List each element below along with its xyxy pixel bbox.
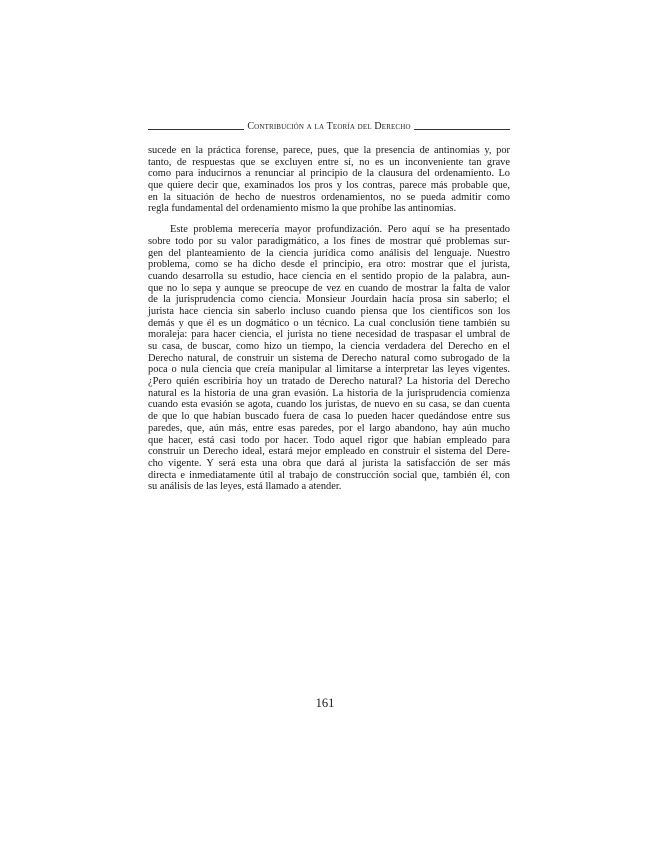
text-line: su análisis de las leyes, está llamado a atender. [148, 481, 342, 493]
text-line: que no lo sepa y aunque se preocupe de vez en cuando de mostrar la falta de valor [148, 282, 510, 294]
text-line: sobre todo por su valor paradigmático, a los fines de mostrar qué problemas sur- [148, 235, 510, 247]
text-line: Este problema merecería mayor profundización. Pero aquí se ha presentado [170, 224, 510, 236]
text-line: cuando esta evasión se agota, cuando los juristas, de nuevo en su casa, se dan cuenta [148, 399, 510, 411]
text-line: poca o nula ciencia que creía manipular al limitarse a interpretar las leyes vigentes. [148, 364, 510, 376]
text-line: moraleja: para hacer ciencia, el jurista no tiene necesidad de traspasar el umbral de [148, 329, 510, 341]
text-line: sucede en la práctica forense, parece, pues, que la presencia de antinomias y, por [148, 145, 510, 156]
text-line: ¿Pero quién escribiría hoy un tratado de Derecho natural? La historia del Derecho [148, 376, 510, 388]
text-line: cuando desarrolla su estudio, hace ciencia en el sentido propio de la palabra, aun- [148, 270, 510, 282]
text-line: que hacer, está casi todo por hacer. Todo aquel rigor que habían empleado para [148, 434, 510, 446]
running-head [148, 121, 510, 133]
running-head-title: Contribución a la Teoría del Derecho [247, 121, 411, 132]
body-text [148, 145, 510, 493]
text-line: como para inducirnos a renunciar al principio de la clausura del ordenamiento. Lo [148, 168, 510, 180]
text-line: que quiere decir que, examinados los pros y los contras, parece más probable que, [148, 180, 510, 192]
paragraph-2 [148, 224, 510, 493]
text-line: demás y que él es un dogmático o un técnico. La cual conclusión tiene también su [148, 317, 510, 329]
text-line: paredes, que, aún más, entre esas paredes, por el largo abandono, hay aún mucho [148, 422, 510, 434]
paragraph-1 [148, 145, 510, 215]
running-head-rule-left [148, 129, 244, 130]
text-line: su casa, de buscar, como hizo un tiempo, la ciencia verdadera del Derecho en el [148, 341, 510, 352]
text-line: construir un Derecho ideal, estará mejor empleado en construir el sistema del Dere- [148, 446, 510, 458]
text-line: tanto, de respuestas que se excluyen entre sí, no es un inconveniente tan grave [148, 156, 510, 168]
text-line: gen del planteamiento de la ciencia jurídica como análisis del lenguaje. Nuestro [148, 247, 510, 259]
text-line: problema, como se ha dicho desde el principio, era otro: mostrar que el jurista, [148, 259, 510, 271]
text-line: natural es la historia de una gran evasión. La historia de la jurisprudencia comienza [148, 387, 510, 399]
running-head-rule-right [414, 129, 510, 130]
text-line: en la situación de hecho de nuestros ordenamientos, no se pueda admitir como [148, 191, 510, 203]
paragraph-gap [148, 215, 510, 224]
text-line: jurista hace ciencia sin saberlo incluso cuando piensa que los científicos son los [148, 305, 510, 317]
text-line: cho vigente. Y será esta una obra que dará al jurista la satisfacción de ser más [148, 457, 510, 469]
text-line: Derecho natural, de construir un sistema de Derecho natural como subrogado de la [148, 352, 510, 364]
text-line: de la jurisprudencia como ciencia. Monsieur Jourdain hacía prosa sin saberlo; el [148, 294, 510, 306]
text-line: directa e inmediatamente útil al trabajo de construcción social que, también él, con [148, 469, 510, 481]
text-line: regla fundamental del ordenamiento mismo la que prohíbe las antinomias. [148, 203, 457, 215]
page-number: 161 [315, 696, 335, 710]
text-line: de que lo que habían buscado fuera de casa lo pueden hacer quedándose entre sus [148, 411, 510, 423]
